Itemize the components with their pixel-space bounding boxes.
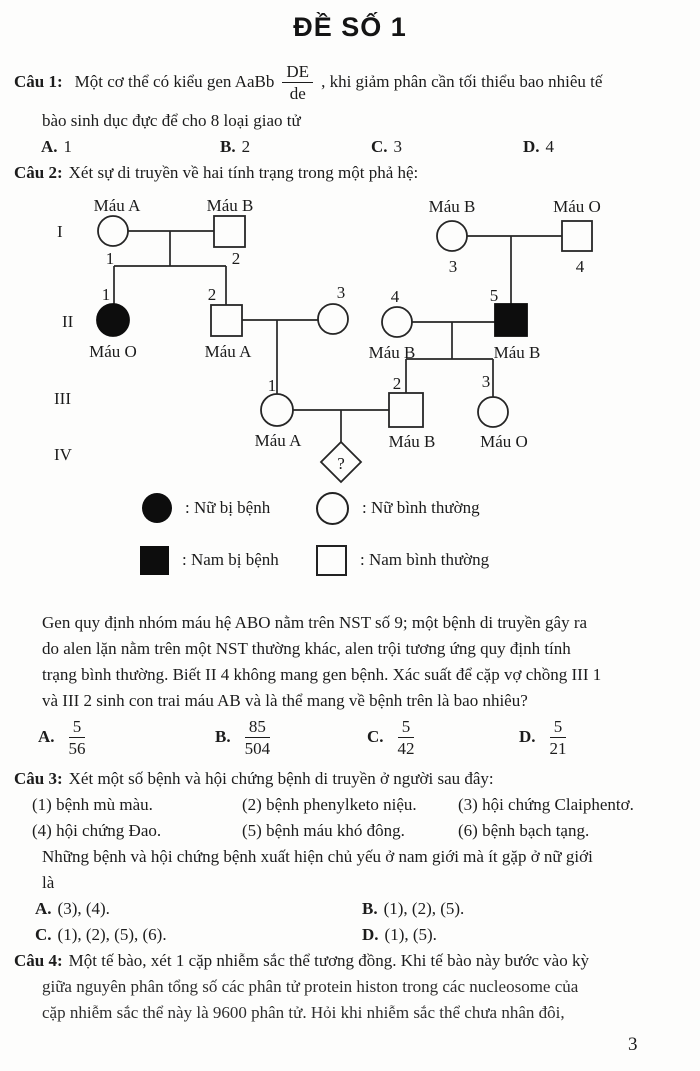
fraction-denominator: de [289,83,306,103]
option-c: C. $\frac{5}{42}$ [367,712,421,762]
question-3-label: Câu 3: [14,769,63,788]
q2-paragraph-line: do alen lặn nằm trên một NST thường khác, alen trội tương ứng quy định tính [42,639,571,658]
question-2-stem [14,160,418,186]
blood-label-i4: Máu O [553,197,601,216]
option-b: B. (1), (2), (5). [362,899,465,918]
number-ii1: 1 [101,285,111,304]
filled-circle-icon [142,493,172,523]
generation-label-4: IV [54,445,72,464]
q2-paragraph-line: Gen quy định nhóm máu hệ ABO nằm trên NST số 9; một bệnh di truyền gây ra [42,613,588,632]
legend-normal-female: : Nữ bình thường [316,490,480,526]
fraction-numerator: DE [282,61,313,83]
blood-label-iii3: Máu O [480,432,528,451]
option-c: C. (1), (2), (5), (6). [35,925,167,944]
option-a: A. (3), (4). [35,899,110,918]
filled-square-icon [140,546,169,575]
legend-normal-male: : Nam bình thường [316,542,489,578]
option-d: D. $\frac{5}{21}$ [519,712,573,762]
female-i3 [437,221,467,251]
question-1-label: Câu 1: [14,72,63,91]
page-title: ĐỀ SỐ 1 [293,12,407,42]
legend-affected-male: : Nam bị bệnh [140,542,279,578]
option-c: C. 3 [371,137,403,156]
question-4-line-2: giữa nguyên phân tổng số các phân tử protein histon trong các nucleosome của [42,977,579,996]
question-4-line-1 [14,948,686,975]
number-iii2: 2 [392,374,402,393]
open-square-icon [316,545,347,576]
number-ii4: 4 [390,287,400,306]
generation-label-3: III [54,389,71,408]
female-iii1 [261,394,293,426]
female-ii3 [318,304,348,334]
blood-label-i1: Máu A [93,196,141,215]
blood-label-ii5: Máu B [493,343,541,362]
female-iii3 [478,397,508,427]
question-1-text-before: Một cơ thể có kiểu gen AaBb [74,72,275,91]
q2-paragraph-line: và III 2 sinh con trai máu AB và là thể mang về bệnh trên là bao nhiêu? [42,691,528,710]
answer-fraction: $\frac{85}{504}$ [244,716,271,758]
number-iii3: 3 [481,372,491,391]
question-4-label: Câu 4: [14,951,63,970]
female-i1 [98,216,128,246]
male-ii5-affected [495,304,527,336]
q3-item-4: (4) hội chứng Đao. [32,821,162,840]
question-1-text-after: , khi giảm phân cần tối thiểu bao nhiêu tế [321,72,603,91]
question-4-text-1: Một tế bào, xét 1 cặp nhiễm sắc thể tương đồng. Khi tế bào này bước vào kỳ [68,951,589,970]
q3-options-row-1 [14,896,694,922]
q3-stem-2: Những bệnh và hội chứng bệnh xuất hiện chủ yếu ở nam giới mà ít gặp ở nữ giới [42,847,593,866]
blood-label-iii2: Máu B [388,432,436,451]
question-4-line-3: cặp nhiễm sắc thể này là 9600 phân tử. Hỏi khi nhiễm sắc thể chưa nhân đôi, [42,1003,565,1022]
female-ii1-affected [97,304,129,336]
number-ii2: 2 [207,285,217,304]
q3-item-2: (2) bệnh phenylketo niệu. [242,795,417,814]
question-2-text: Xét sự di truyền về hai tính trạng trong một phả hệ: [68,163,419,182]
female-ii4 [382,307,412,337]
option-d: D. 4 [523,137,555,156]
blood-label-i3: Máu B [428,197,476,216]
number-i3: 3 [448,257,458,276]
blood-label-ii1: Máu O [89,342,137,361]
q3-item-1: (1) bệnh mù màu. [32,795,153,814]
q3-items-row-1 [14,792,694,818]
unknown-child-mark: ? [337,454,345,473]
number-ii5: 5 [489,286,499,305]
open-circle-icon [316,492,349,525]
number-iii1: 1 [267,376,277,395]
option-b: B. $\frac{85}{504}$ [215,712,276,762]
question-3-text: Xét một số bệnh và hội chứng bệnh di truyền ở người sau đây: [68,769,494,788]
blood-label-ii4: Máu B [368,343,416,362]
option-d: D. (1), (5). [362,925,437,944]
blood-label-ii2: Máu A [204,342,252,361]
number-i2: 2 [231,249,241,268]
question-2-label: Câu 2: [14,163,63,182]
q3-stem-3: là [42,873,55,892]
q3-item-3: (3) hội chứng Claiphentơ. [458,795,634,814]
genotype-fraction [280,61,315,104]
q3-item-6: (6) bệnh bạch tạng. [458,821,590,840]
question-1-options [14,134,700,160]
question-1-line-2: bào sinh dục đực để cho 8 loại giao tử [42,111,301,130]
question-1-line-1 [14,58,690,106]
male-i4 [562,221,592,251]
blood-label-iii1: Máu A [254,431,302,450]
q3-items-row-2 [14,818,694,844]
option-a: A. $\frac{5}{56}$ [38,712,92,762]
male-iii2 [389,393,423,427]
answer-fraction: $\frac{5}{56}$ [68,716,86,758]
page-number: 3 [628,1034,638,1055]
male-i2 [214,216,245,247]
generation-label-1: I [57,222,63,241]
q3-item-5: (5) bệnh máu khó đông. [242,821,405,840]
number-i4: 4 [575,257,585,276]
q3-options-row-2 [14,922,694,948]
option-b: B. 2 [220,137,251,156]
generation-label-2: II [62,312,74,331]
pedigree-diagram [0,188,700,488]
blood-label-i2: Máu B [206,196,254,215]
question-3-stem [14,766,494,792]
number-ii3: 3 [336,283,346,302]
male-ii2 [211,305,242,336]
option-a: A. 1 [41,137,73,156]
number-i1: 1 [105,249,115,268]
q2-paragraph-line: trạng bình thường. Biết II 4 không mang gen bệnh. Xác suất để cặp vợ chồng III 1 [42,665,602,684]
answer-fraction: $\frac{5}{42}$ [397,716,415,758]
legend-affected-female: : Nữ bị bệnh [142,490,270,526]
answer-fraction: $\frac{5}{21}$ [549,716,567,758]
